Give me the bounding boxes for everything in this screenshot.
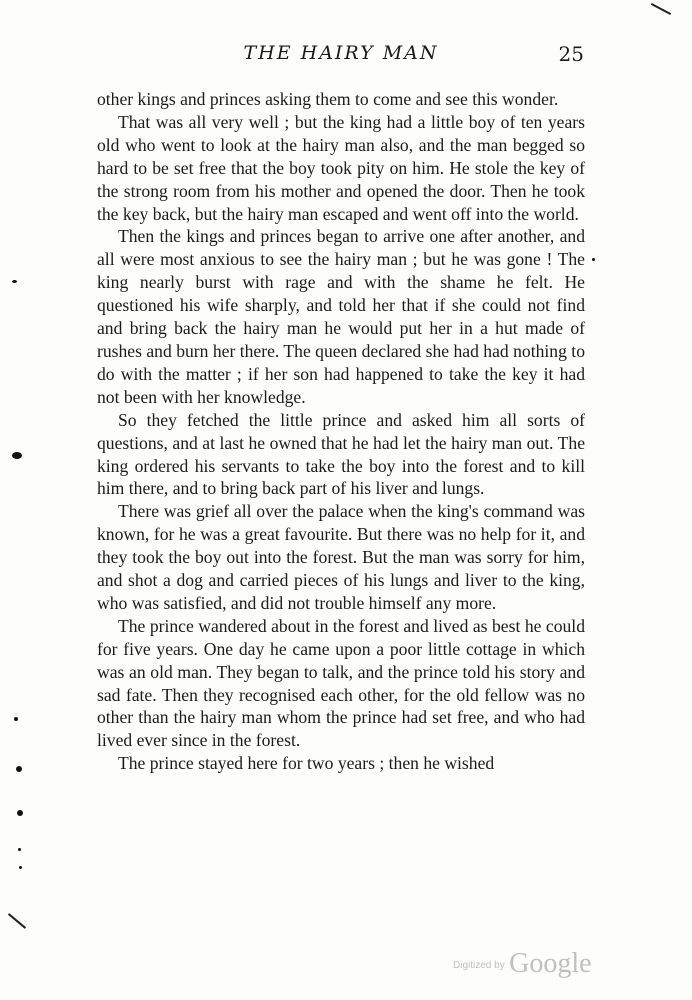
paragraph: That was all very well ; but the king had a little boy of ten years old who went to look at the hairy man also, and the man begged so hard to be set free that the boy took pity on him. He stole the key of the strong room from his mother and opened the door. Then he took the key back, but the hairy man escaped and went off into the world. <box>97 111 585 224</box>
digitized-watermark <box>453 948 592 980</box>
running-title: THE HAIRY MAN <box>243 42 439 64</box>
watermark-prefix: Digitized by <box>453 960 505 971</box>
page-header <box>98 42 584 72</box>
scan-speck <box>12 452 22 459</box>
scan-mark-top-right <box>651 3 671 15</box>
page-number: 25 <box>558 42 584 66</box>
scan-speck <box>14 717 18 721</box>
scan-speck <box>18 848 21 851</box>
paragraph: The prince stayed here for two years ; then he wished <box>118 753 495 774</box>
paragraph: Then the kings and princes began to arrive one after another, and all were most anxious to see the hairy man ; but he was gone ! The king nearly burst with rage and with the shame he felt. He questioned his wife sharply, and told her that if she could not find and bring back the hairy man he would put her in a hut made of rushes and burn her there. The queen declared she had had nothing to do with the matter ; if her son had happened to take the key it had not been with her knowledge. <box>97 226 585 407</box>
paragraph: There was grief all over the palace when the king's command was known, for he was a great favourite. But there was no help for it, and they took the boy out into the forest. But the man was sorry for him, and shot a dog and carried pieces of his lungs and liver to the king, who was satisfied, and did not trouble himself any more. <box>97 501 585 613</box>
scan-mark-bottom-left <box>8 913 26 929</box>
paragraph: The prince wandered about in the forest and lived as best he could for five years. One day he came upon a poor little cottage in which was an old man. They began to talk, and the prince told his story and sad fate. Then they recognised each other, for the old fellow was no other than the hairy man whom the prince had set free, and who had lived ever since in the forest. <box>97 615 585 751</box>
scan-speck <box>19 866 22 869</box>
watermark-logo: Google <box>509 948 592 979</box>
scan-speck <box>592 258 595 261</box>
scan-speck <box>16 766 22 772</box>
story-text <box>97 88 585 775</box>
scan-speck <box>12 280 17 283</box>
paragraph: other kings and princes asking them to come and see this wonder. <box>97 89 559 109</box>
paragraph: So they fetched the little prince and asked him all sorts of questions, and at last he owned that he had let the hairy man out. The king ordered his servants to take the boy into the forest and to kill him there, and to bring back part of his liver and lungs. <box>97 409 585 499</box>
scan-speck <box>17 810 23 816</box>
